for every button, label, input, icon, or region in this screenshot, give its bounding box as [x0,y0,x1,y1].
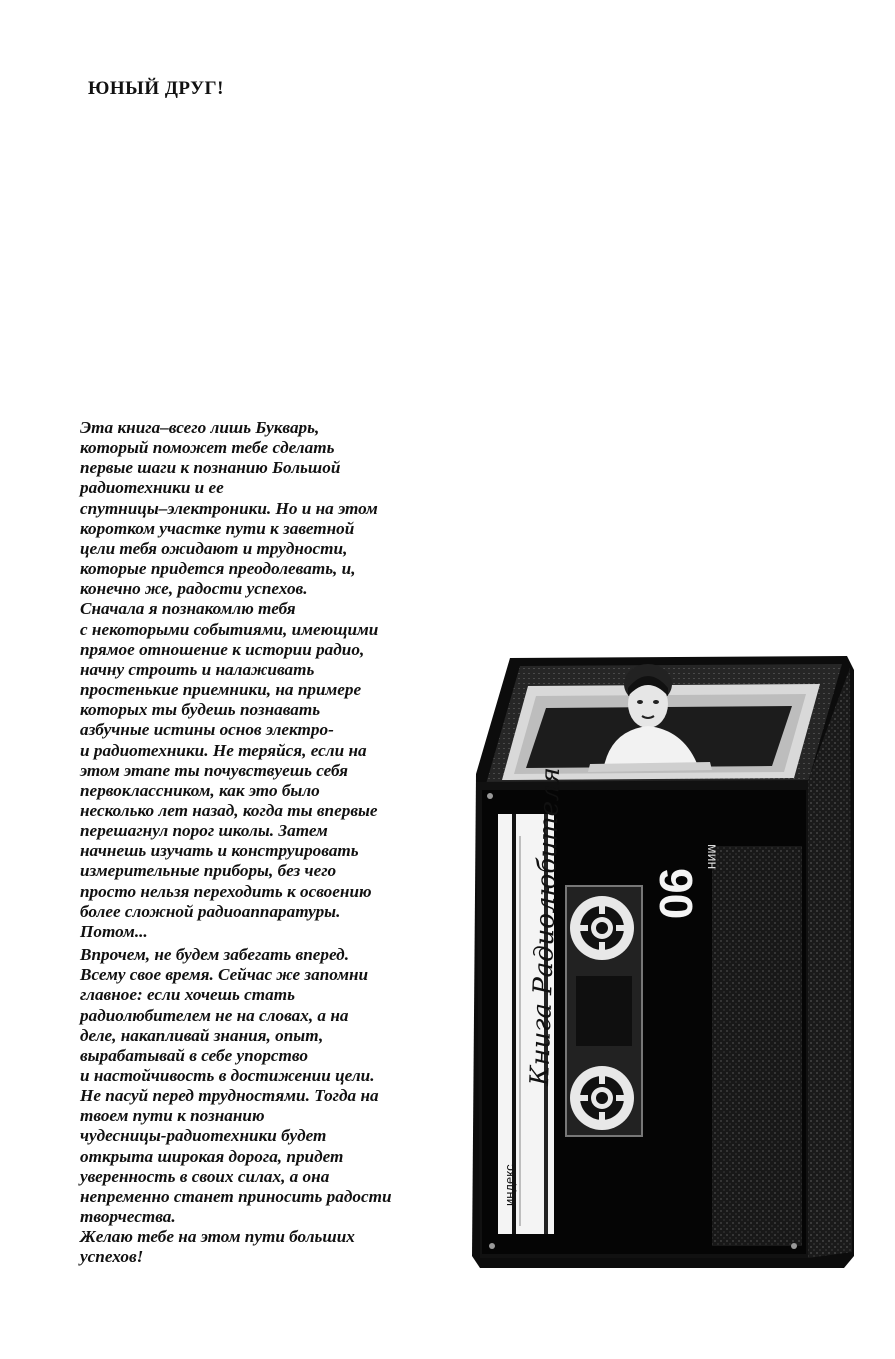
text-line: Не пасуй перед трудностями. Тогда на [80,1086,379,1106]
text-line: начну строить и налаживать [80,659,315,679]
text-line: конечно же, радости успехов. [80,579,308,599]
text-line: деле, накапливай знания, опыт, [80,1025,324,1045]
text-line: коротком участке пути к заветной [80,518,355,538]
text-line: Эта книга–всего лишь Букварь, [80,418,320,437]
text-line: цели тебя ожидают и трудности, [80,538,348,558]
text-line: вырабатывай в себе упорство [80,1045,308,1065]
cassette-box-illustration [462,646,862,1276]
text-line: простенькие приемники, на примере [80,680,362,700]
text-line: и настойчивость в достижении цели. [80,1066,375,1085]
text-line: первоклассником, как это было [80,780,320,800]
page-heading: ЮНЫЙ ДРУГ! [88,78,224,99]
text-line: главное: если хочешь стать [80,985,295,1005]
text-line: чудесницы-радиотехники будет [80,1126,327,1146]
reel-top-icon [570,896,634,960]
text-line: которые придется преодолевать, и, [80,559,356,579]
text-line: спутницы–электроники. Но и на этом [80,498,378,518]
index-label: индекс [502,1164,517,1206]
text-line: первые шаги к познанию Большой [80,458,341,478]
text-line: начнешь изучать и конструировать [80,841,359,861]
text-line: уверенность в своих силах, а она [80,1166,330,1186]
paragraph-2 [80,945,458,1268]
text-line: радиотехники и ее [80,478,224,498]
text-line: несколько лет назад, когда ты впервые [80,800,378,820]
text-line: этом этапе ты почувствуешь себя [80,760,349,780]
body-text [80,418,458,1268]
text-line: непременно станет приносить радости [80,1186,392,1206]
text-line: которых ты будешь познавать [80,700,321,720]
label-handwriting: Книга Радиолюбителя [525,766,567,1087]
text-line: который поможет тебе сделать [80,438,335,458]
paragraph-1 [80,418,458,942]
text-line: Впрочем, не будем забегать вперед. [80,945,349,965]
text-line: Всему свое время. Сейчас же запомни [80,965,369,985]
text-line: перешагнул порог школы. Затем [80,821,328,841]
text-line: Потом... [80,921,148,941]
text-line: измерительные приборы, без чего [80,861,337,881]
text-line: азбучные истины основ электро- [80,720,334,740]
text-line: с некоторыми событиями, имеющими [80,619,379,639]
text-line: и радиотехники. Не теряйся, если на [80,740,367,760]
text-line: успехов! [80,1247,144,1267]
text-line: радиолюбителем не на словах, а на [80,1005,349,1025]
text-line: творчества. [80,1207,176,1227]
text-line: более сложной радиоаппаратуры. [80,901,341,921]
cassette-unit: мин [705,844,721,870]
text-line: прямое отношение к истории радио, [80,639,365,659]
text-line: открыта широкая дорога, придет [80,1146,344,1166]
cassette-number: 90 [650,868,702,920]
text-line: твоем пути к познанию [80,1106,265,1126]
text-line: Желаю тебе на этом пути больших [80,1227,355,1247]
text-line: Сначала я познакомлю тебя [80,599,296,619]
reel-bottom-icon [570,1066,634,1130]
text-line: просто нельзя переходить к освоению [80,881,372,901]
